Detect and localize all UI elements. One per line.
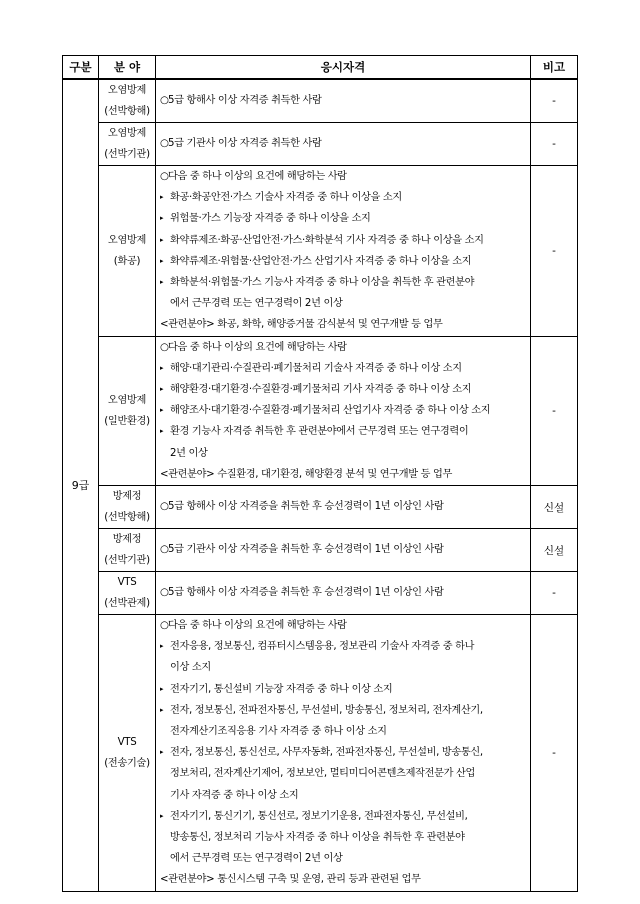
- qualification-line: [156, 314, 530, 335]
- qualification-text: 전자응용, 정보통신, 컴퓨터시스템응용, 정보관리 기술사 자격증 중 하나: [170, 641, 475, 653]
- circle-bullet-icon: ○: [160, 341, 169, 353]
- qualification-text: 5급 기관사 이상 자격증 취득한 사람: [168, 138, 322, 150]
- circle-bullet-icon: ○: [160, 620, 169, 632]
- field-cell: [99, 486, 156, 529]
- qualification-text: 기사 자격증 중 하나 이상 소지: [170, 789, 299, 801]
- note-cell: -: [531, 79, 578, 123]
- qualification-text: 전자, 정보통신, 전파전자통신, 무선설비, 방송통신, 정보처리, 전자계산기,: [170, 704, 483, 716]
- qualification-line: [156, 187, 530, 208]
- field-label: (선박항해): [104, 106, 150, 117]
- note-cell: 신설: [531, 529, 578, 572]
- field-cell: [99, 123, 156, 166]
- circle-bullet-icon: ○: [160, 587, 169, 599]
- field-cell: [99, 79, 156, 123]
- qualification-text: 5급 항해사 이상 자격증 취득한 사람: [168, 95, 322, 107]
- qualification-text: <관련분야> 통신시스템 구축 및 운영, 관리 등과 관련된 업무: [160, 874, 421, 886]
- qualification-text: 화학분석·위험물·가스 기능사 자격증 중 하나 이상을 취득한 후 관련분야: [170, 277, 475, 289]
- table-row: [63, 529, 578, 572]
- triangle-bullet-icon: ▸: [160, 278, 164, 287]
- circle-bullet-icon: ○: [160, 171, 169, 182]
- qualification-table: [62, 55, 578, 892]
- qualification-text: 에서 근무경력 또는 연구경력이 2년 이상: [170, 853, 343, 865]
- qualification-line: [156, 721, 530, 742]
- triangle-bullet-icon: ▸: [160, 811, 164, 820]
- qualification-line: [156, 272, 530, 293]
- grade-cell: 9급: [63, 79, 99, 891]
- circle-bullet-icon: ○: [160, 544, 169, 556]
- qualification-text: <관련분야> 화공, 화학, 해양증거물 감식분석 및 연구개발 등 업무: [160, 319, 443, 331]
- header-field: 분 야: [99, 56, 156, 80]
- qualification-cell: [156, 123, 531, 166]
- circle-bullet-icon: ○: [160, 138, 169, 150]
- qualification-text: 화약류제조·위험물·산업안전·가스 산업기사 자격증 중 하나 이상을 소지: [170, 255, 472, 267]
- qualification-cell: [156, 572, 531, 615]
- qualification-line: [156, 806, 530, 827]
- triangle-bullet-icon: ▸: [160, 235, 164, 244]
- qualification-line: [156, 615, 530, 636]
- qualification-text: 5급 항해사 이상 자격증을 취득한 후 승선경력이 1년 이상인 사람: [168, 501, 444, 513]
- qualification-text: 전자기기, 통신설비 기능장 자격증 중 하나 이상 소지: [170, 683, 393, 695]
- triangle-bullet-icon: ▸: [160, 214, 164, 223]
- field-label: 방제정: [112, 491, 142, 503]
- header-note: 비고: [531, 56, 578, 80]
- qualification-text: 다음 중 하나 이상의 요건에 해당하는 사람: [168, 341, 347, 353]
- field-cell: [99, 615, 156, 892]
- qualification-line: [156, 166, 530, 187]
- field-cell: [99, 529, 156, 572]
- triangle-bullet-icon: ▸: [160, 705, 164, 714]
- triangle-bullet-icon: ▸: [160, 406, 164, 415]
- field-label: (일반환경): [104, 415, 150, 427]
- qualification-line: [156, 679, 530, 700]
- qualification-text: 해양환경·대기환경·수질환경·폐기물처리 기사 자격증 중 하나 이상 소지: [170, 384, 472, 396]
- qualification-text: 위험물·가스 기능장 자격증 중 하나 이상을 소지: [170, 213, 371, 225]
- triangle-bullet-icon: ▸: [160, 427, 164, 436]
- qualification-text: 해양·대기관리·수질관리·폐기물처리 기술사 자격증 중 하나 이상 소지: [170, 362, 462, 374]
- qualification-text: 정보처리, 전자계산기제어, 정보보안, 멀티미디어콘텐츠제작전문가 산업: [170, 768, 475, 780]
- triangle-bullet-icon: ▸: [160, 256, 164, 265]
- qualification-text: 5급 기관사 이상 자격증을 취득한 후 승선경력이 1년 이상인 사람: [168, 544, 444, 556]
- qualification-line: [156, 582, 530, 603]
- table-row: [63, 123, 578, 166]
- table-row: [63, 166, 578, 337]
- qualification-cell: [156, 79, 531, 123]
- header-qualification: 응시자격: [156, 56, 531, 80]
- field-label: (화공): [113, 255, 141, 267]
- table-header-row: [63, 56, 578, 80]
- note-cell: -: [531, 166, 578, 337]
- circle-bullet-icon: ○: [160, 95, 169, 107]
- field-label: VTS: [117, 577, 137, 589]
- table-row: [63, 572, 578, 615]
- qualification-text: 다음 중 하나 이상의 요건에 해당하는 사람: [168, 620, 347, 632]
- table-row: [63, 79, 578, 123]
- note-cell: -: [531, 336, 578, 485]
- qualification-text: 5급 항해사 이상 자격증을 취득한 후 승선경력이 1년 이상인 사람: [168, 587, 444, 599]
- qualification-line: [156, 443, 530, 464]
- qualification-text: 전자기기, 통신기기, 통신선로, 정보기기운용, 전파전자통신, 무선설비,: [170, 810, 468, 822]
- header-category: 구분: [63, 56, 99, 80]
- qualification-line: [156, 539, 530, 560]
- field-label: (선박관제): [104, 598, 150, 610]
- qualification-cell: [156, 615, 531, 892]
- qualification-line: [156, 742, 530, 763]
- qualification-line: [156, 848, 530, 869]
- qualification-line: [156, 208, 530, 229]
- qualification-line: [156, 700, 530, 721]
- field-cell: [99, 166, 156, 337]
- field-label: VTS: [117, 736, 137, 748]
- qualification-line: [156, 293, 530, 314]
- qualification-line: [156, 827, 530, 848]
- qualification-text: <관련분야> 수질환경, 대기환경, 해양환경 분석 및 연구개발 등 업무: [160, 468, 453, 480]
- table-row: [63, 615, 578, 892]
- qualification-line: [156, 785, 530, 806]
- qualification-text: 전자, 정보통신, 통신선로, 사무자동화, 전파전자통신, 무선설비, 방송통신,: [170, 747, 483, 759]
- qualification-line: [156, 230, 530, 251]
- field-cell: [99, 572, 156, 615]
- qualification-line: [156, 400, 530, 421]
- qualification-line: [156, 636, 530, 657]
- qualification-text: 2년 이상: [170, 447, 208, 459]
- field-cell: [99, 336, 156, 485]
- triangle-bullet-icon: ▸: [160, 642, 164, 651]
- qualification-line: [156, 90, 530, 111]
- field-label: 오염방제: [107, 128, 147, 139]
- qualification-line: [156, 869, 530, 890]
- qualification-cell: [156, 166, 531, 337]
- field-label: (선박기관): [104, 555, 150, 567]
- field-label: 오염방제: [107, 234, 147, 246]
- note-cell: -: [531, 123, 578, 166]
- qualification-text: 화공·화공안전·가스 기술사 자격증 중 하나 이상을 소지: [170, 192, 402, 204]
- qualification-line: [156, 358, 530, 379]
- qualification-text: 방송통신, 정보처리 기능사 자격증 중 하나 이상을 취득한 후 관련분야: [170, 832, 465, 844]
- circle-bullet-icon: ○: [160, 501, 169, 513]
- qualification-line: [156, 464, 530, 485]
- qualification-line: [156, 251, 530, 272]
- qualification-line: [156, 379, 530, 400]
- note-cell: -: [531, 572, 578, 615]
- field-label: (선박항해): [104, 512, 150, 524]
- qualification-line: [156, 133, 530, 154]
- qualification-cell: [156, 486, 531, 529]
- qualification-text: 이상 소지: [170, 662, 211, 674]
- qualification-cell: [156, 336, 531, 485]
- table-row: [63, 336, 578, 485]
- qualification-cell: [156, 529, 531, 572]
- field-label: (선박기관): [104, 149, 150, 160]
- qualification-line: [156, 496, 530, 517]
- note-cell: 신설: [531, 486, 578, 529]
- note-cell: -: [531, 615, 578, 892]
- qualification-text: 화약류제조·화공·산업안전·가스·화학분석 기사 자격증 중 하나 이상을 소지: [170, 234, 484, 246]
- qualification-text: 전자계산기조직응용 기사 자격증 중 하나 이상 소지: [170, 726, 387, 738]
- triangle-bullet-icon: ▸: [160, 363, 164, 372]
- table-row: [63, 486, 578, 529]
- field-label: 오염방제: [107, 394, 147, 406]
- field-label: (전송기술): [104, 757, 150, 769]
- triangle-bullet-icon: ▸: [160, 684, 164, 693]
- field-label: 방제정: [112, 534, 142, 546]
- qualification-text: 에서 근무경력 또는 연구경력이 2년 이상: [170, 298, 343, 310]
- qualification-line: [156, 421, 530, 442]
- qualification-text: 환경 기능사 자격증 취득한 후 관련분야에서 근무경력 또는 연구경력이: [170, 426, 469, 438]
- triangle-bullet-icon: ▸: [160, 748, 164, 757]
- qualification-line: [156, 337, 530, 358]
- triangle-bullet-icon: ▸: [160, 193, 164, 202]
- qualification-line: [156, 657, 530, 678]
- field-label: 오염방제: [107, 85, 147, 96]
- qualification-line: [156, 763, 530, 784]
- triangle-bullet-icon: ▸: [160, 385, 164, 394]
- qualification-text: 해양조사·대기환경·수질환경·폐기물처리 산업기사 자격증 중 하나 이상 소지: [170, 405, 491, 417]
- qualification-text: 다음 중 하나 이상의 요건에 해당하는 사람: [168, 171, 347, 182]
